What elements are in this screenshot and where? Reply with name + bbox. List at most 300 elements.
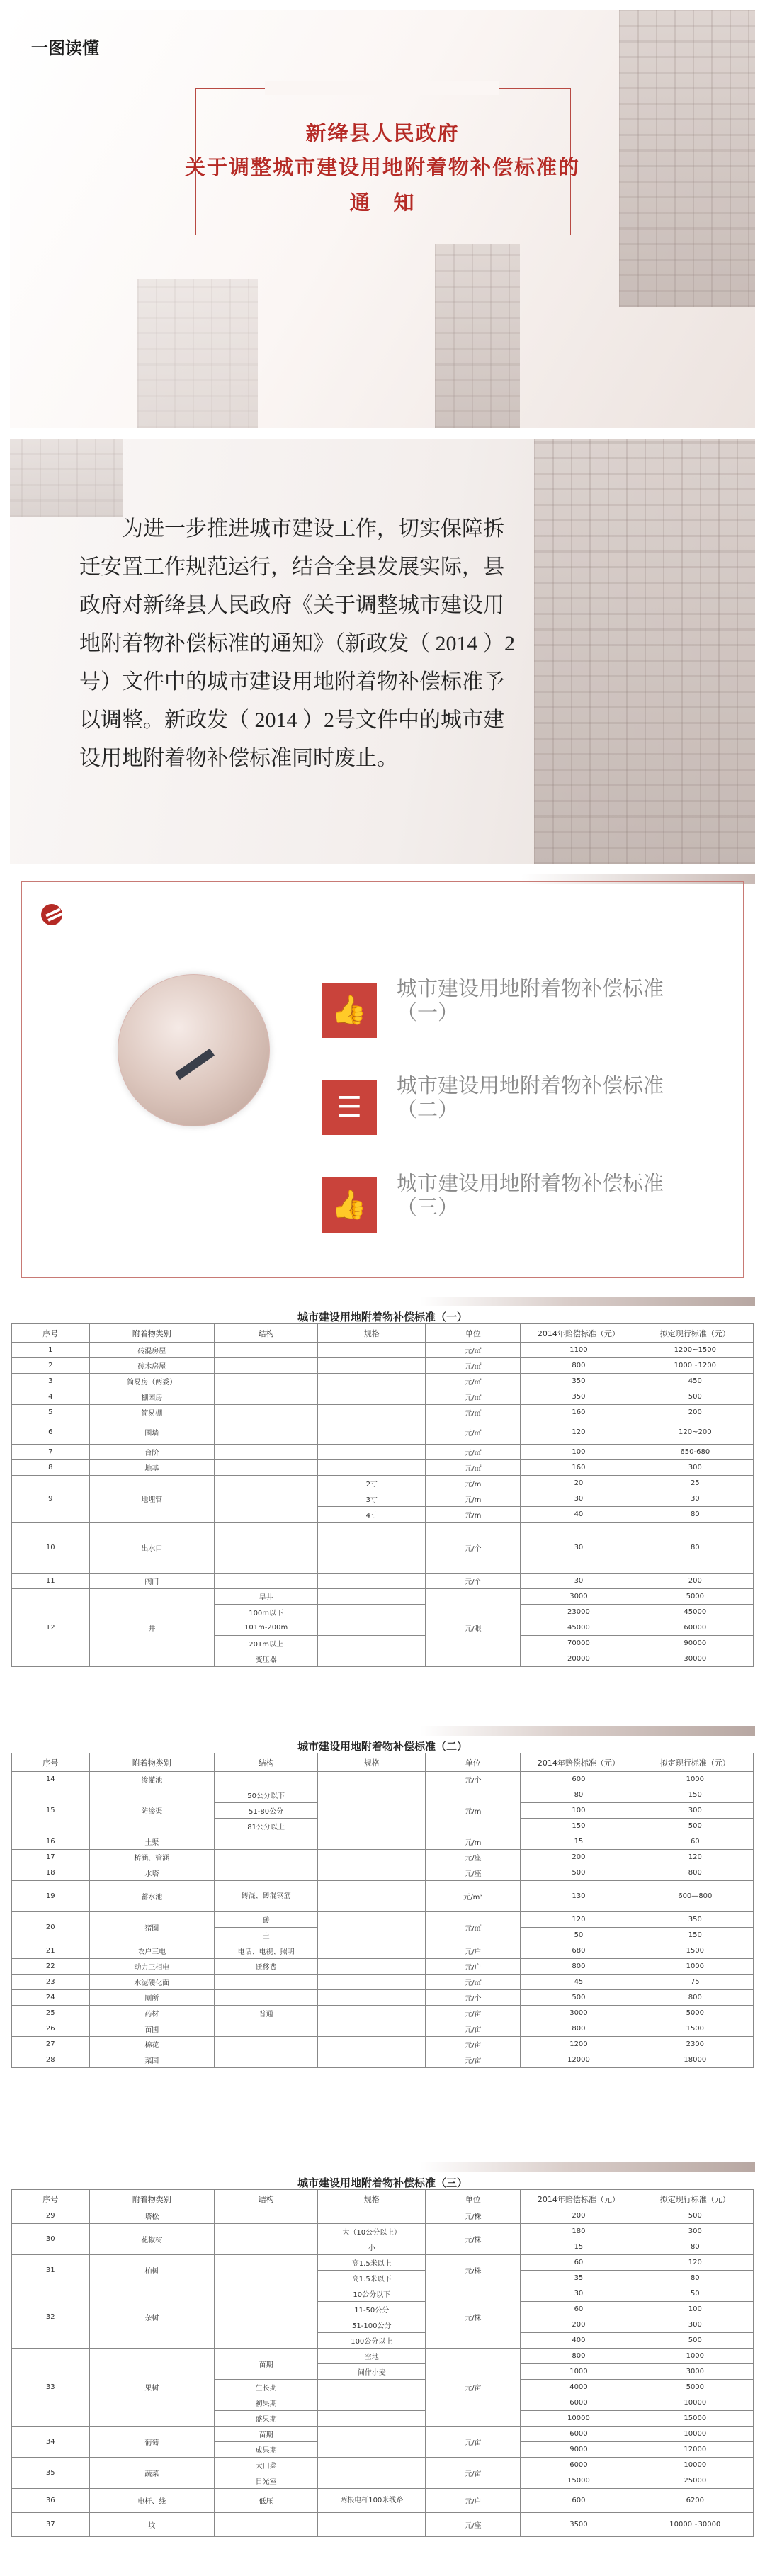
table-row <box>12 2427 754 2442</box>
table-cell <box>215 1476 318 1523</box>
table-title: 城市建设用地附着物补偿标准（三） <box>297 2178 468 2189</box>
table-cell: 大（10公分以上） <box>318 2224 426 2239</box>
table-cell: 23000 <box>521 1605 637 1620</box>
table-cell: 300 <box>637 1460 753 1476</box>
table-cell <box>318 1445 426 1460</box>
table-cell: 11 <box>12 1574 90 1589</box>
table-cell <box>215 1574 318 1589</box>
intro-panel <box>10 439 755 864</box>
table-cell: 80 <box>521 1787 637 1803</box>
table-cell: 100m以下 <box>215 1605 318 1620</box>
table-cell: 元/㎡ <box>426 1445 521 1460</box>
table-cell: 8 <box>12 1460 90 1476</box>
table-cell <box>318 1420 426 1445</box>
table-cell <box>215 1772 318 1787</box>
table-cell: 砖木房屋 <box>89 1358 215 1374</box>
table-cell: 9 <box>12 1476 90 1523</box>
table-cell: 2 <box>12 1358 90 1374</box>
table-cell: 3500 <box>521 2513 637 2537</box>
table-cell: 元/户 <box>426 1943 521 1959</box>
table-cell: 旱井 <box>215 1589 318 1605</box>
table-cell: 元/株 <box>426 2208 521 2224</box>
menu-item-label: 城市建设用地附着物补偿标准 <box>397 978 664 1000</box>
table-cell: 36 <box>12 2489 90 2513</box>
table-cell: 生长期 <box>215 2380 318 2395</box>
column-header: 附着物类别 <box>89 2190 215 2208</box>
table-cell: 6000 <box>521 2458 637 2473</box>
intro-paragraph: 为进一步推进城市建设工作，切实保障拆迁安置工作规范运行，结合全县发展实际，县政府对新绛县人民政府《关于调整城市建设用地附着物补偿标准的通知》（新政发（ 2014 ）2号）文件中的城市建设用地附着物补偿标准予以调整。新政发（ 2014 ）2号文件中的城市建设用地附着物补偿标准同时废止。 <box>79 517 515 770</box>
table-cell: 元/亩 <box>426 2349 521 2427</box>
table-cell: 10000 <box>637 2458 753 2473</box>
logo-icon <box>41 904 62 925</box>
table-cell: 阀门 <box>89 1574 215 1589</box>
table-cell: 130 <box>521 1881 637 1912</box>
table-cell <box>318 1865 426 1881</box>
table-row <box>12 1787 754 1803</box>
table-cell: 元/㎡ <box>426 1460 521 1476</box>
table-cell <box>318 1975 426 1990</box>
table-row <box>12 1374 754 1389</box>
table-cell: 1 <box>12 1343 90 1358</box>
table-cell <box>318 1589 426 1605</box>
table-cell <box>318 2021 426 2037</box>
table-cell: 500 <box>521 1990 637 2006</box>
table-cell: 塔松 <box>89 2208 215 2224</box>
table-cell: 井 <box>89 1589 215 1667</box>
table-cell <box>318 1460 426 1476</box>
table-cell: 680 <box>521 1943 637 1959</box>
table-cell: 34 <box>12 2427 90 2458</box>
table-cell: 200 <box>637 1574 753 1589</box>
table-cell <box>318 1636 426 1651</box>
table-cell: 28 <box>12 2052 90 2068</box>
table-cell: 50 <box>637 2286 753 2302</box>
table-cell: 17 <box>12 1850 90 1865</box>
table-cell: 元/㎡ <box>426 1374 521 1389</box>
table-cell <box>318 1772 426 1787</box>
table-cell: 迁移费 <box>215 1959 318 1975</box>
table-cell: 90000 <box>637 1636 753 1651</box>
table-cell: 27 <box>12 2037 90 2052</box>
table-cell: 两根电杆100米线路 <box>318 2489 426 2513</box>
table-row <box>12 1975 754 1990</box>
table-row <box>12 1990 754 2006</box>
table-cell: 地埋管 <box>89 1476 215 1523</box>
table-cell <box>215 2286 318 2349</box>
menu-item-number: （二） <box>397 1099 459 1122</box>
table-cell: 60 <box>637 1834 753 1850</box>
table-cell: 6 <box>12 1420 90 1445</box>
table-cell: 电杆、线 <box>89 2489 215 2513</box>
table-cell: 24 <box>12 1990 90 2006</box>
table-cell: 60 <box>521 2302 637 2317</box>
table-header-row <box>12 2190 754 2208</box>
table-cell: 元/个 <box>426 1990 521 2006</box>
table-cell: 桥涵、管涵 <box>89 1850 215 1865</box>
table-cell: 元/个 <box>426 1523 521 1574</box>
table-cell <box>318 1912 426 1943</box>
section-tag: 一图读懂 <box>31 39 99 58</box>
table-cell: 变压器 <box>215 1651 318 1667</box>
table-cell: 80 <box>637 2239 753 2255</box>
table-cell: 元/㎡ <box>426 1343 521 1358</box>
table-cell: 简易房（两委） <box>89 1374 215 1389</box>
table-cell: 电话、电视、照明 <box>215 1943 318 1959</box>
table-row <box>12 2349 754 2364</box>
compensation-table-panel <box>10 2162 755 2576</box>
table-cell: 100 <box>521 1803 637 1819</box>
table-cell: 元/亩 <box>426 2021 521 2037</box>
table-cell: 10000 <box>637 2427 753 2442</box>
menu-item-number: （一） <box>397 1002 459 1024</box>
table-row <box>12 1772 754 1787</box>
table-cell: 100 <box>637 2302 753 2317</box>
cover-panel <box>10 10 755 428</box>
column-header: 结构 <box>215 1753 318 1772</box>
table-cell: 12 <box>12 1589 90 1667</box>
table-cell <box>318 1343 426 1358</box>
column-header: 序号 <box>12 2190 90 2208</box>
table-cell: 800 <box>521 2349 637 2364</box>
table-cell: 4寸 <box>318 1507 426 1523</box>
table-cell: 元/m <box>426 1834 521 1850</box>
table-cell: 药材 <box>89 2006 215 2021</box>
table-cell: 5000 <box>637 2380 753 2395</box>
table-cell <box>318 2006 426 2021</box>
table-cell: 10公分以下 <box>318 2286 426 2302</box>
table-row <box>12 2255 754 2271</box>
table-cell: 元/亩 <box>426 2037 521 2052</box>
table-cell: 80 <box>637 1507 753 1523</box>
table-cell: 1500 <box>637 1943 753 1959</box>
table-cell <box>318 1605 426 1620</box>
table-row <box>12 1405 754 1420</box>
table-header-row <box>12 1753 754 1772</box>
table-cell: 500 <box>521 1865 637 1881</box>
table-cell: 7 <box>12 1445 90 1460</box>
table-cell <box>215 1975 318 1990</box>
table-cell: 20 <box>521 1476 637 1491</box>
building-image <box>10 439 123 517</box>
table-cell: 400 <box>521 2333 637 2349</box>
table-cell: 600—800 <box>637 1881 753 1912</box>
table-cell: 2300 <box>637 2037 753 2052</box>
table-title: 城市建设用地附着物补偿标准（一） <box>297 1312 468 1323</box>
table-row <box>12 1460 754 1476</box>
column-header: 附着物类别 <box>89 1753 215 1772</box>
table-row <box>12 1865 754 1881</box>
table-cell: 150 <box>637 1928 753 1943</box>
column-header: 2014年赔偿标准（元） <box>521 1753 637 1772</box>
table-cell <box>215 2037 318 2052</box>
table-cell: 元/亩 <box>426 2052 521 2068</box>
table-row <box>12 1834 754 1850</box>
table-cell: 2寸 <box>318 1476 426 1491</box>
table-cell <box>318 2052 426 2068</box>
table-cell: 800 <box>521 1358 637 1374</box>
table-cell: 30 <box>12 2224 90 2255</box>
table-cell: 15 <box>12 1787 90 1834</box>
table-cell: 砖混、砖混钢筋 <box>215 1881 318 1912</box>
hand-writing-image <box>118 974 270 1126</box>
column-header: 拟定现行标准（元） <box>637 2190 753 2208</box>
table-cell: 500 <box>637 2208 753 2224</box>
table-cell: 101m-200m <box>215 1620 318 1636</box>
table-cell: 75 <box>637 1975 753 1990</box>
table-cell: 5 <box>12 1405 90 1420</box>
table-cell: 出水口 <box>89 1523 215 1574</box>
table-cell <box>318 1574 426 1589</box>
table-cell: 防渗渠 <box>89 1787 215 1834</box>
table-cell: 600 <box>521 1772 637 1787</box>
table-cell: 元/m <box>426 1507 521 1523</box>
table-row <box>12 1574 754 1589</box>
table-cell: 9000 <box>521 2442 637 2458</box>
table-cell <box>215 1990 318 2006</box>
table-header-row <box>12 1324 754 1343</box>
table-cell: 150 <box>521 1819 637 1834</box>
building-image <box>137 279 258 428</box>
table-cell: 初果期 <box>215 2395 318 2411</box>
table-cell <box>215 1523 318 1574</box>
table-cell: 水塔 <box>89 1865 215 1881</box>
numbered-list-icon: ☰ <box>322 1080 377 1135</box>
table-row <box>12 1420 754 1445</box>
table-cell: 低压 <box>215 2489 318 2513</box>
table-cell: 15000 <box>521 2473 637 2489</box>
table-cell: 成果期 <box>215 2442 318 2458</box>
table-cell: 1100 <box>521 1343 637 1358</box>
table-cell: 300 <box>637 1803 753 1819</box>
table-cell: 35 <box>12 2458 90 2489</box>
table-cell: 1000 <box>637 1959 753 1975</box>
table-cell: 水泥硬化面 <box>89 1975 215 1990</box>
table-cell <box>318 2380 426 2395</box>
table-cell: 37 <box>12 2513 90 2537</box>
table-cell: 元/m <box>426 1787 521 1834</box>
table-cell: 大田菜 <box>215 2458 318 2473</box>
table-cell: 1000 <box>521 2364 637 2380</box>
table-cell <box>215 1460 318 1476</box>
table-cell: 砖 <box>215 1912 318 1928</box>
table-cell: 120 <box>637 1850 753 1865</box>
table-cell: 35 <box>521 2271 637 2286</box>
table-cell <box>318 1959 426 1975</box>
table-cell: 10000 <box>637 2395 753 2411</box>
table-cell: 小 <box>318 2239 426 2255</box>
table-cell <box>318 1850 426 1865</box>
table-row <box>12 1445 754 1460</box>
table-title: 城市建设用地附着物补偿标准（二） <box>297 1741 468 1753</box>
table-cell: 元/亩 <box>426 2427 521 2458</box>
table-cell: 简易棚 <box>89 1405 215 1420</box>
table-cell <box>215 2021 318 2037</box>
table-cell: 间作小麦 <box>318 2364 426 2380</box>
table-cell: 18000 <box>637 2052 753 2068</box>
column-header: 附着物类别 <box>89 1324 215 1343</box>
table-cell <box>215 1343 318 1358</box>
table-cell: 40 <box>521 1507 637 1523</box>
table-cell: 600 <box>521 2489 637 2513</box>
table-cell: 厕所 <box>89 1990 215 2006</box>
table-cell: 元/㎡ <box>426 1358 521 1374</box>
table-cell: 350 <box>637 1912 753 1928</box>
table-cell: 100 <box>521 1445 637 1460</box>
table-cell: 200 <box>521 1850 637 1865</box>
table-cell: 60000 <box>637 1620 753 1636</box>
table-cell: 1200~1500 <box>637 1343 753 1358</box>
thumbs-up-icon: 👍 <box>322 983 377 1038</box>
table-cell: 棉花 <box>89 2037 215 2052</box>
building-image <box>534 439 755 864</box>
table-cell: 20 <box>12 1912 90 1943</box>
table-cell: 4000 <box>521 2380 637 2395</box>
table-cell <box>318 1651 426 1667</box>
table-cell: 猪圈 <box>89 1912 215 1943</box>
table-cell: 12000 <box>521 2052 637 2068</box>
table-cell: 元/㎡ <box>426 1975 521 1990</box>
table-row <box>12 1850 754 1865</box>
menu-panel <box>10 874 755 1285</box>
table-row <box>12 1943 754 1959</box>
column-header: 拟定现行标准（元） <box>637 1753 753 1772</box>
table-row <box>12 2208 754 2224</box>
table-cell: 6000 <box>521 2427 637 2442</box>
table-cell: 19 <box>12 1881 90 1912</box>
table-cell: 元/个 <box>426 1574 521 1589</box>
compensation-table <box>11 2189 754 2537</box>
table-cell <box>215 1405 318 1420</box>
table-cell: 50公分以下 <box>215 1787 318 1803</box>
table-cell: 25000 <box>637 2473 753 2489</box>
table-cell: 15000 <box>637 2411 753 2427</box>
table-cell: 1000 <box>637 2349 753 2364</box>
table-cell: 12000 <box>637 2442 753 2458</box>
column-header: 2014年赔偿标准（元） <box>521 1324 637 1343</box>
table-cell: 45000 <box>521 1620 637 1636</box>
menu-item-label: 城市建设用地附着物补偿标准 <box>397 1075 664 1097</box>
table-cell: 10000~30000 <box>637 2513 753 2537</box>
menu-item-label: 城市建设用地附着物补偿标准 <box>397 1173 664 1195</box>
table-cell <box>215 1420 318 1445</box>
table-cell: 200 <box>521 2208 637 2224</box>
table-cell: 元/个 <box>426 1772 521 1787</box>
table-cell: 元/户 <box>426 1959 521 1975</box>
table-cell: 450 <box>637 1374 753 1389</box>
table-cell: 30 <box>521 1523 637 1574</box>
table-cell: 杂树 <box>89 2286 215 2349</box>
table-cell: 18 <box>12 1865 90 1881</box>
table-cell <box>318 2458 426 2489</box>
table-row <box>12 1881 754 1912</box>
table-cell <box>318 1990 426 2006</box>
table-cell <box>318 1787 426 1834</box>
table-cell: 元/座 <box>426 1865 521 1881</box>
table-cell: 元/㎡ <box>426 1405 521 1420</box>
table-cell <box>215 2224 318 2255</box>
table-cell <box>215 2052 318 2068</box>
compensation-table <box>11 1753 754 2068</box>
table-cell: 100公分以上 <box>318 2333 426 2349</box>
table-cell <box>215 2208 318 2224</box>
table-cell: 14 <box>12 1772 90 1787</box>
table-cell: 5000 <box>637 2006 753 2021</box>
table-cell <box>215 1834 318 1850</box>
table-row <box>12 2458 754 2473</box>
table-row <box>12 1389 754 1405</box>
table-cell: 120~200 <box>637 1420 753 1445</box>
column-header: 规格 <box>318 1753 426 1772</box>
table-cell: 45000 <box>637 1605 753 1620</box>
column-header: 规格 <box>318 2190 426 2208</box>
table-cell: 元/亩 <box>426 2458 521 2489</box>
table-cell <box>215 1374 318 1389</box>
table-cell: 22 <box>12 1959 90 1975</box>
table-cell: 土 <box>215 1928 318 1943</box>
table-cell: 高1.5米以上 <box>318 2255 426 2271</box>
table-cell: 普通 <box>215 2006 318 2021</box>
table-cell: 元/株 <box>426 2286 521 2349</box>
table-cell: 160 <box>521 1405 637 1420</box>
table-cell: 元/座 <box>426 2513 521 2537</box>
table-row <box>12 1589 754 1605</box>
table-cell: 200 <box>521 2317 637 2333</box>
table-cell: 砖混房屋 <box>89 1343 215 1358</box>
table-cell <box>318 1943 426 1959</box>
table-cell: 30 <box>521 2286 637 2302</box>
table-row <box>12 1343 754 1358</box>
table-cell: 350 <box>521 1374 637 1389</box>
table-cell <box>215 1445 318 1460</box>
table-cell: 31 <box>12 2255 90 2286</box>
table-cell <box>215 1865 318 1881</box>
table-cell: 元/株 <box>426 2224 521 2255</box>
table-cell: 3寸 <box>318 1491 426 1507</box>
table-cell: 300 <box>637 2224 753 2239</box>
table-cell: 1500 <box>637 2021 753 2037</box>
table-cell: 10000 <box>521 2411 637 2427</box>
table-cell: 25 <box>637 1476 753 1491</box>
compensation-table-panel <box>10 1297 755 1714</box>
column-header: 序号 <box>12 1324 90 1343</box>
table-cell: 棚园房 <box>89 1389 215 1405</box>
table-cell: 150 <box>637 1787 753 1803</box>
table-cell <box>215 1389 318 1405</box>
cover-title-line1: 新绛县人民政府 <box>305 123 460 145</box>
column-header: 结构 <box>215 2190 318 2208</box>
table-cell: 160 <box>521 1460 637 1476</box>
table-cell <box>318 2395 426 2411</box>
table-cell: 800 <box>637 1990 753 2006</box>
table-cell: 4 <box>12 1389 90 1405</box>
table-cell: 650-680 <box>637 1445 753 1460</box>
cover-title-line3: 通 知 <box>349 192 416 215</box>
table-cell: 800 <box>637 1865 753 1881</box>
table-cell: 10 <box>12 1523 90 1574</box>
table-cell <box>318 2427 426 2458</box>
table-cell: 45 <box>521 1975 637 1990</box>
menu-item-number: （三） <box>397 1197 459 1219</box>
table-cell: 23 <box>12 1975 90 1990</box>
table-cell: 80 <box>637 2271 753 2286</box>
table-row <box>12 2513 754 2537</box>
table-cell: 30000 <box>637 1651 753 1667</box>
table-cell: 1200 <box>521 2037 637 2052</box>
table-cell: 苗期 <box>215 2427 318 2442</box>
column-header: 结构 <box>215 1324 318 1343</box>
table-cell: 土渠 <box>89 1834 215 1850</box>
table-cell: 坟 <box>89 2513 215 2537</box>
